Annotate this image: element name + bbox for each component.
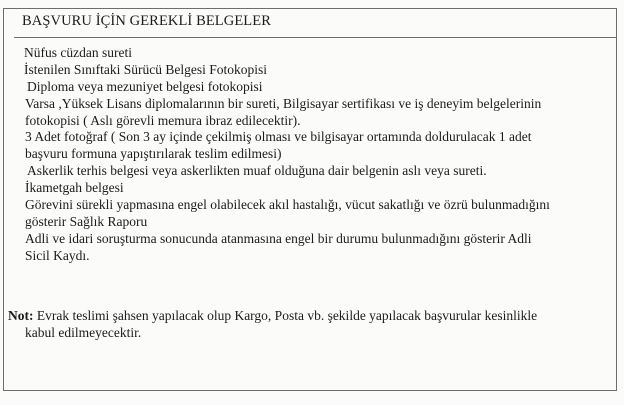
note-label: Not: xyxy=(8,308,34,323)
note-block xyxy=(8,308,608,342)
list-item-line: İstenilen Sınıftaki Sürücü Belgesi Fotokopisi xyxy=(24,61,267,77)
list-item-line: Sicil Kaydı. xyxy=(25,247,90,263)
required-documents-list xyxy=(0,45,624,265)
list-item xyxy=(0,197,624,231)
list-item xyxy=(0,231,624,265)
list-item xyxy=(0,129,624,163)
list-item xyxy=(0,45,624,62)
list-item-line: başvuru formuna yapıştırılarak teslim edilmesi) xyxy=(25,146,282,162)
document-heading: BAŞVURU İÇİN GEREKLİ BELGELER xyxy=(22,13,271,29)
heading-divider xyxy=(14,37,617,38)
list-item-line: Nüfus cüzdan sureti xyxy=(24,45,132,60)
list-item xyxy=(0,180,624,197)
list-item xyxy=(0,62,624,79)
list-item-line: Adli ve idari soruşturma sonucunda atanmasına engel bir durumu bulunmadığını gösterir Adli xyxy=(25,230,532,246)
list-item-line: gösterir Sağlık Raporu xyxy=(25,213,148,229)
list-item xyxy=(0,163,624,180)
list-item-line: Diploma veya mezuniyet belgesi fotokopisi xyxy=(27,78,263,94)
list-item-line: Görevini sürekli yapmasına engel olabilecek akıl hastalığı, vücut sakatlığı ve özrü bulunmadığını xyxy=(25,197,550,213)
list-item-line: Askerlik terhis belgesi veya askerlikten muaf olduğuna dair belgenin aslı veya sureti. xyxy=(27,163,487,179)
list-item xyxy=(0,96,624,130)
list-item-line: fotokopisi ( Aslı görevli memura ibraz edilecektir). xyxy=(25,112,301,128)
note-line xyxy=(8,308,608,325)
note-line-continued: kabul edilmeyecektir. xyxy=(25,324,142,340)
list-item-line: 3 Adet fotoğraf ( Son 3 ay içinde çekilmiş olması ve bilgisayar ortamında doldurulacak 1 adet xyxy=(25,129,532,145)
list-item-line: Varsa ,Yüksek Lisans diplomalarının bir sureti, Bilgisayar sertifikası ve iş deneyim belgelerinin xyxy=(25,95,542,111)
note-text: Evrak teslimi şahsen yapılacak olup Kargo, Posta vb. şekilde yapılacak başvurular kesinlikle xyxy=(33,308,538,323)
list-item-line: İkametgah belgesi xyxy=(25,180,124,196)
list-item xyxy=(0,79,624,96)
